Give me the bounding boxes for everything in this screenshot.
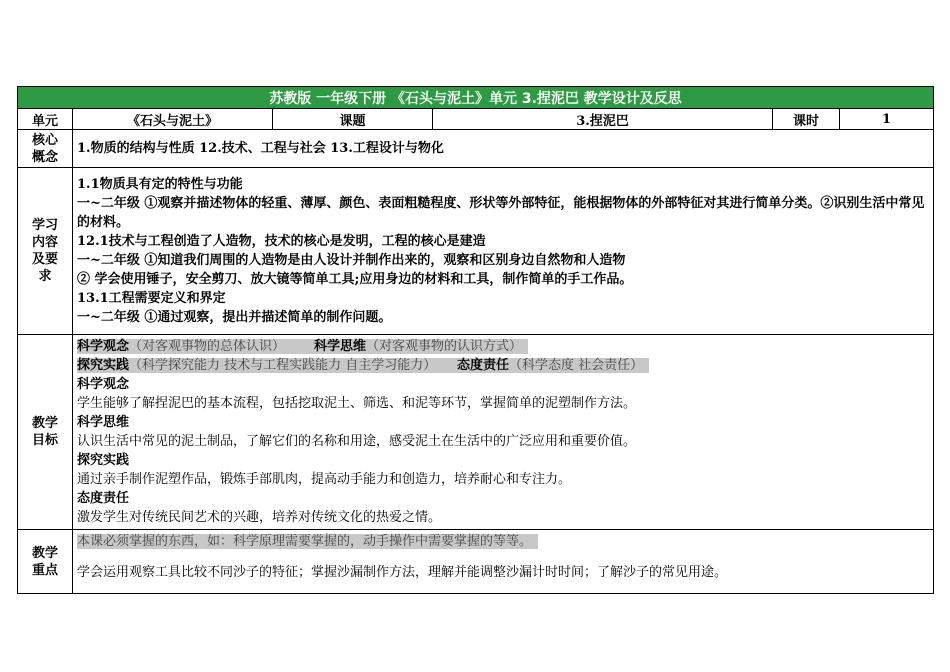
goal-text-4: 激发学生对传统民间艺术的兴趣，培养对传统文化的热爱之情。 [77,510,442,525]
learning-content-text: 1.1物质具有定的特性与功能 一~二年级 ①观察并描述物体的轻重、薄厚、颜色、表面粗糙程度、形状等外部特征，能根据物体的外部特征对其进行简单分类。②识别生活中常见的材料。 12.1技术与工程创造了人造物，技术的核心是发明，工程的核心是建造 一~二年级 ①知道我们周围的人造物是由人设计并制作出来的，观察和区别身边自然物和人造物 ② 学会使用锤子，安全剪刀、放大镜等简单工具;应用身边的材料和工具，制作简单的手工作品。 13.1工程需要定义和界定 一~二年级 ①通过观察，提出并描述简单的制作问题。 [73,168,934,335]
teaching-goals-row [18,335,934,530]
goal-heading-1: 科学观念 [77,377,130,392]
key-points-row [18,530,934,594]
teaching-goals-label: 教学 目标 [18,335,73,530]
learning-content-row [18,168,934,335]
teaching-goals-text [73,335,934,530]
document-title: 苏教版 一年级下册 《石头与泥土》单元 3.捏泥巴 教学设计及反思 [18,87,934,109]
goals-banner-2: 探究实践（科学探究能力 技术与工程实践能力 自主学习能力） 态度责任（科学态度 社会责任） [77,356,929,375]
unit-label: 单元 [18,109,73,130]
core-concept-label: 核心 概念 [18,130,73,168]
topic-value: 3.捏泥巴 [433,109,773,130]
key-points-body: 学会运用观察工具比较不同沙子的特征；掌握沙漏制作方法，理解并能调整沙漏计时时间；了解沙子的常见用途。 [77,565,728,580]
goals-banner-1: 科学观念（对客观事物的总体认识） 科学思维（对客观事物的认识方式） [77,337,929,356]
learning-content-label: 学习 内容 及要 求 [18,168,73,335]
unit-value: 《石头与泥土》 [73,109,273,130]
title-row [18,87,934,109]
key-points-text [73,530,934,594]
lesson-plan-table [17,86,934,594]
key-points-note: 本课必须掌握的东西，如：科学原理需要掌握的，动手操作中需要掌握的等等。 [77,534,538,549]
period-label: 课时 [773,109,840,130]
key-points-label: 教学 重点 [18,530,73,594]
core-concept-row [18,130,934,168]
goal-heading-4: 态度责任 [77,491,130,506]
topic-label: 课题 [273,109,433,130]
goal-heading-3: 探究实践 [77,453,130,468]
core-concept-text: 1.物质的结构与性质 12.技术、工程与社会 13.工程设计与物化 [73,130,934,168]
goal-text-3: 通过亲手制作泥塑作品，锻炼手部肌肉，提高动手能力和创造力，培养耐心和专注力。 [77,472,572,487]
goal-heading-2: 科学思维 [77,415,130,430]
goal-text-2: 认识生活中常见的泥土制品，了解它们的名称和用途，感受泥土在生活中的广泛应用和重要价值。 [77,434,637,449]
goal-text-1: 学生能够了解捏泥巴的基本流程，包括挖取泥土、筛选、和泥等环节，掌握简单的泥塑制作方法。 [77,396,637,411]
header-row [18,109,934,130]
period-value: 1 [840,109,934,130]
